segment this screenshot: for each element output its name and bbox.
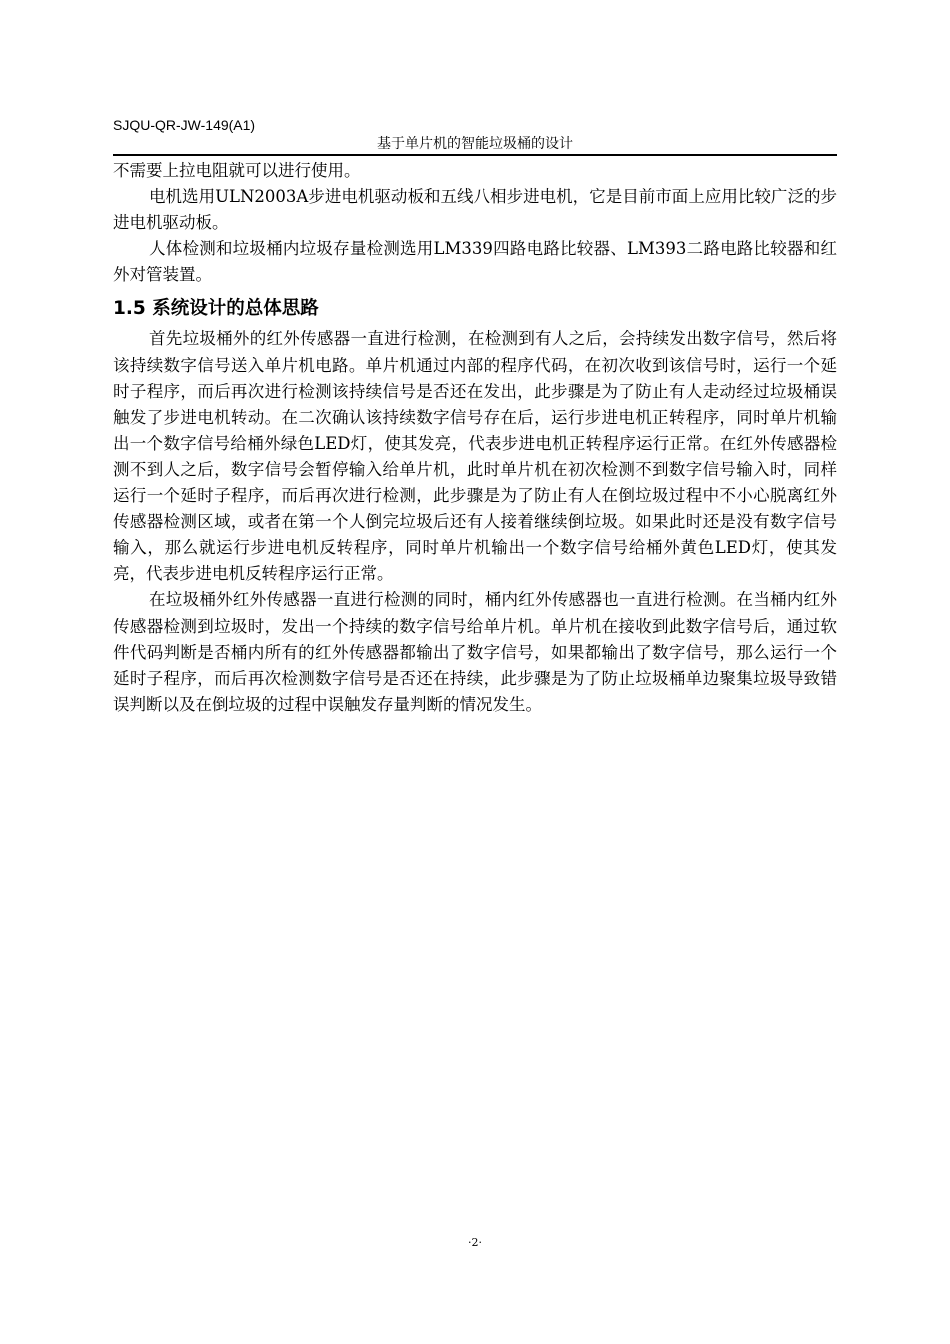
header-divider	[113, 154, 837, 156]
inner-sensor-paragraph: 在垃圾桶外红外传感器一直进行检测的同时，桶内红外传感器也一直进行检测。在当桶内红外传感器检测到垃圾时，发出一个持续的数字信号给单片机。单片机在接收到此数字信号后，通过软件代码判断是否桶内所有的红外传感器都输出了数字信号，如果都输出了数字信号，那么运行一个延时子程序，而后再次检测数字信号是否还在持续，此步骤是为了防止垃圾桶单边聚集垃圾导致错误判断以及在倒垃圾的过程中误触发存量判断的情况发生。	[113, 590, 837, 714]
page-number: ·2·	[468, 1236, 482, 1249]
section-heading: 1.5 系统设计的总体思路	[113, 298, 319, 320]
overview-paragraph: 首先垃圾桶外的红外传感器一直进行检测，在检测到有人之后，会持续发出数字信号，然后将该持续数字信号送入单片机电路。单片机通过内部的程序代码，在初次收到该信号时，运行一个延时子程序，而后再次进行检测该持续信号是否还在发出，此步骤是为了防止有人走动经过垃圾桶误触发了步进电机转动。在二次确认该持续数字信号存在后，运行步进电机正转程序，同时单片机输出一个数字信号给桶外绿色LED灯，使其发亮，代表步进电机正转程序运行正常。在红外传感器检测不到人之后，数字信号会暂停输入给单片机，此时单片机在初次检测不到数字信号输入时，同样运行一个延时子程序，而后再次进行检测，此步骤是为了防止有人在倒垃圾过程中不小心脱离红外传感器检测区域，或者在第一个人倒完垃圾后还有人接着继续倒垃圾。如果此时还是没有数字信号输入，那么就运行步进电机反转程序，同时单片机输出一个数字信号给桶外黄色LED灯，使其发亮，代表步进电机反转程序运行正常。	[113, 329, 837, 584]
continued-paragraph: 不需要上拉电阻就可以进行使用。	[113, 161, 361, 180]
page-body	[113, 158, 837, 718]
running-header-title: 基于单片机的智能垃圾桶的设计	[377, 136, 573, 152]
detection-paragraph: 人体检测和垃圾桶内垃圾存量检测选用LM339四路电路比较器、LM393二路电路比较器和红外对管装置。	[113, 239, 837, 285]
motor-paragraph: 电机选用ULN2003A步进电机驱动板和五线八相步进电机，它是目前市面上应用比较广泛的步进电机驱动板。	[113, 187, 837, 233]
document-code: SJQU-QR-JW-149(A1)	[113, 117, 256, 133]
